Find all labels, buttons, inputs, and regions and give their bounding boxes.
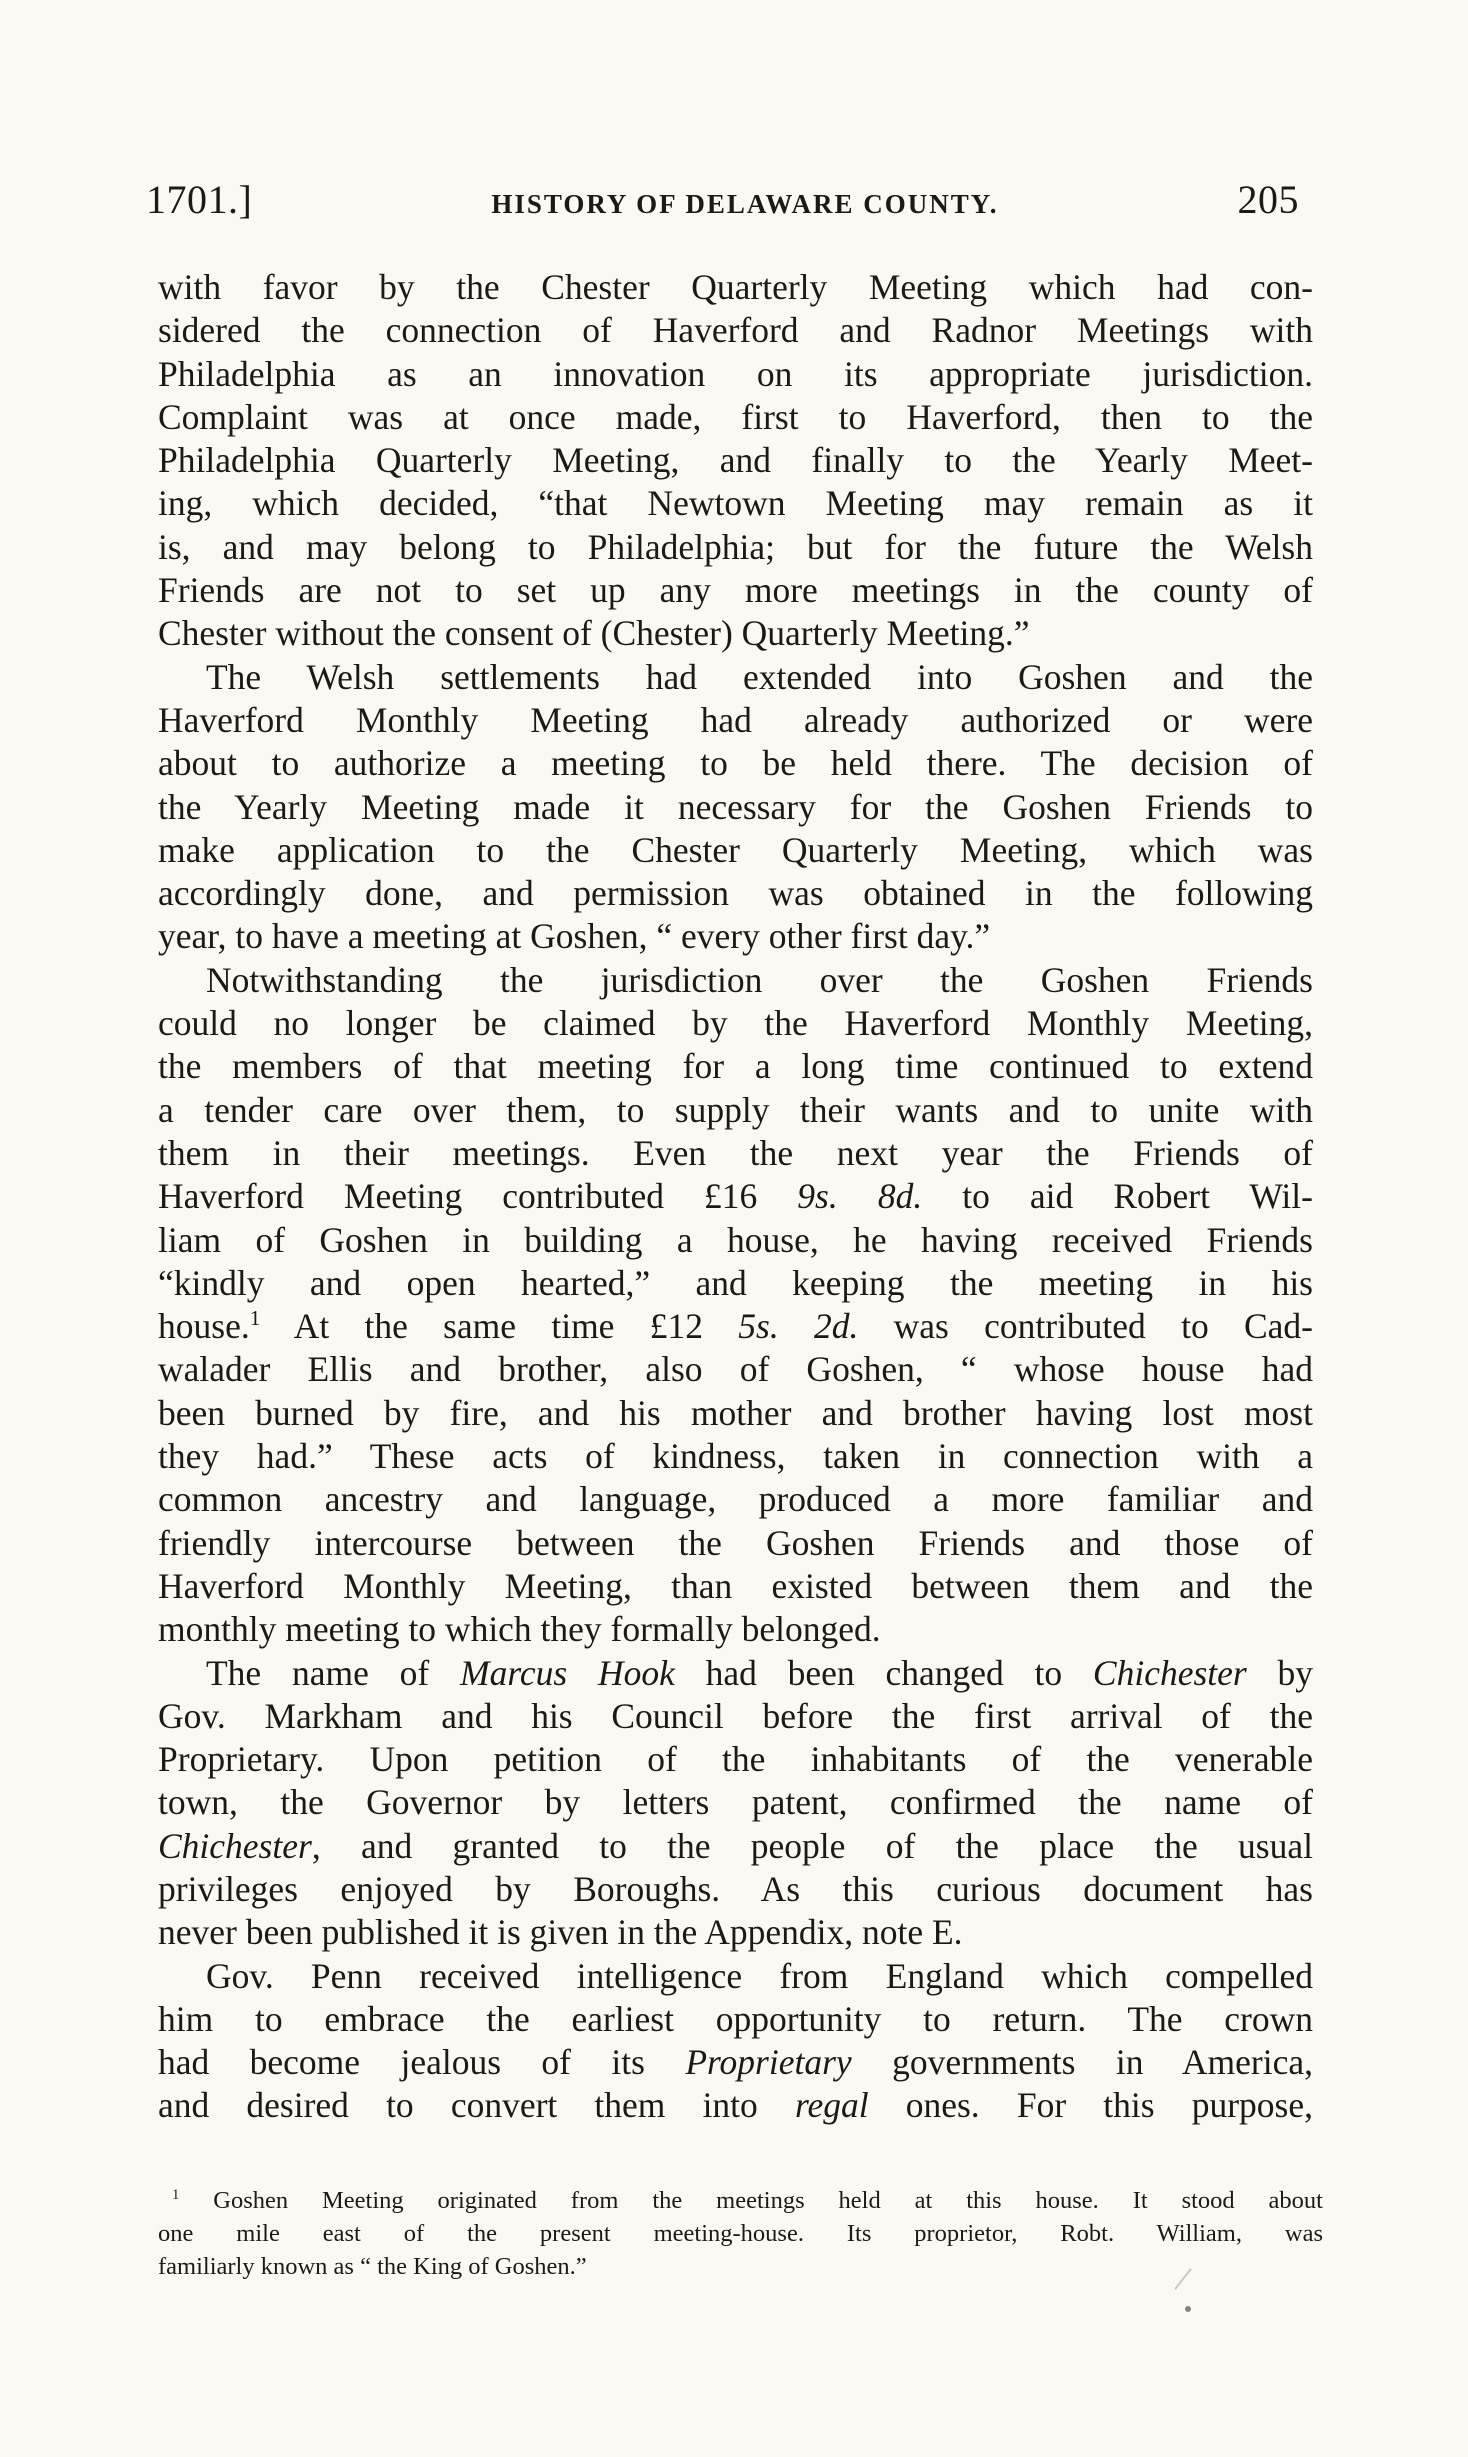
body-text xyxy=(158,266,1313,2128)
text-line: been burned by fire, and his mother and brother having lost most xyxy=(158,1392,1313,1433)
text-line: with favor by the Chester Quarterly Meeting which had con- xyxy=(158,267,1313,307)
page-number: 205 xyxy=(1237,177,1299,222)
text-line: friendly intercourse between the Goshen Friends and those of xyxy=(158,1522,1313,1563)
text-line: Gov. Markham and his Council before the first arrival of the xyxy=(158,1695,1313,1736)
text-line: ing, which decided, “that Newtown Meeting may remain as it xyxy=(158,483,1313,524)
text-line: is, and may belong to Philadelphia; but for the future the Welsh xyxy=(158,526,1313,567)
text-line: a tender care over them, to supply their wants and to unite with xyxy=(158,1089,1313,1130)
footnote-ref: 1 xyxy=(249,1306,261,1331)
footnote-line: one mile east of the present meeting-house. Its proprietor, Robt. William, was xyxy=(158,2220,1323,2247)
text-line: them in their meetings. Even the next year the Friends of xyxy=(158,1132,1313,1173)
text-line: never been published it is given in the Appendix, note E. xyxy=(158,1912,963,1953)
header-title: HISTORY OF DELAWARE COUNTY. xyxy=(491,189,999,219)
text-line: could no longer be claimed by the Haverford Monthly Meeting, xyxy=(158,1003,1313,1044)
text-line: about to authorize a meeting to be held there. The decision of xyxy=(158,743,1313,784)
text-line: sidered the connection of Haverford and Radnor Meetings with xyxy=(158,310,1313,351)
text-line: they had.” These acts of kindness, taken in connection with a xyxy=(158,1436,1313,1477)
text-line: “kindly and open hearted,” and keeping the meeting in his xyxy=(158,1262,1313,1303)
text-line: and desired to convert them into regal ones. For this purpose, xyxy=(158,2085,1313,2126)
text-line: him to embrace the earliest opportunity to return. The crown xyxy=(158,1998,1313,2039)
ink-dot xyxy=(1185,2306,1191,2312)
text-line: Friends are not to set up any more meetings in the county of xyxy=(158,570,1313,611)
text-line: Chichester, and granted to the people of the place the usual xyxy=(158,1825,1313,1866)
text-line: The name of Marcus Hook had been changed to Chichester by xyxy=(206,1652,1313,1693)
footnote-number: 1 xyxy=(172,2186,180,2203)
footnote-line: $^1$ Goshen Meeting originated from the meetings held at this house. It stood about xyxy=(172,2186,1323,2214)
running-header xyxy=(146,176,1299,232)
text-line: town, the Governor by letters patent, confirmed the name of xyxy=(158,1782,1313,1823)
header-year: 1701.] xyxy=(146,177,253,222)
text-line: the Yearly Meeting made it necessary for the Goshen Friends to xyxy=(158,786,1313,827)
text-line: walader Ellis and brother, also of Goshen, “ whose house had xyxy=(158,1349,1313,1390)
text-line: monthly meeting to which they formally belonged. xyxy=(158,1609,881,1650)
text-line: had become jealous of its Proprietary governments in America, xyxy=(158,2042,1313,2083)
text-line: Proprietary. Upon petition of the inhabitants of the venerable xyxy=(158,1739,1313,1780)
text-line: accordingly done, and permission was obtained in the following xyxy=(158,873,1313,914)
text-line: Haverford Meeting contributed £16 9s. 8d. to aid Robert Wil- xyxy=(158,1176,1313,1217)
text-line: year, to have a meeting at Goshen, “ every other first day.” xyxy=(158,916,991,957)
text-line: privileges enjoyed by Boroughs. As this curious document has xyxy=(158,1868,1313,1909)
text-line: the members of that meeting for a long time continued to extend xyxy=(158,1046,1313,1087)
text-line: Philadelphia Quarterly Meeting, and finally to the Yearly Meet- xyxy=(158,440,1313,481)
text-line: liam of Goshen in building a house, he having received Friends xyxy=(158,1219,1313,1260)
footnote-line: familiarly known as “ the King of Goshen.” xyxy=(158,2253,587,2280)
text-line: Notwithstanding the jurisdiction over the Goshen Friends xyxy=(206,959,1313,1000)
text-line: common ancestry and language, produced a more familiar and xyxy=(158,1479,1313,1520)
text-line: make application to the Chester Quarterly Meeting, which was xyxy=(158,829,1313,870)
text-line: Chester without the consent of (Chester) Quarterly Meeting.” xyxy=(158,613,1030,654)
text-line: Philadelphia as an innovation on its appropriate jurisdiction. xyxy=(158,353,1313,394)
text-line: Haverford Monthly Meeting had already authorized or were xyxy=(158,699,1313,740)
text-line: Gov. Penn received intelligence from England which compelled xyxy=(206,1955,1313,1996)
text-line: house.$^1$ At the same time £12 5s. 2d. was contributed to Cad- xyxy=(158,1306,1313,1347)
text-line: Haverford Monthly Meeting, than existed between them and the xyxy=(158,1565,1313,1606)
footnote xyxy=(158,2184,1323,2283)
text-line: The Welsh settlements had extended into Goshen and the xyxy=(206,656,1313,697)
text-line: Complaint was at once made, first to Haverford, then to the xyxy=(158,396,1313,437)
